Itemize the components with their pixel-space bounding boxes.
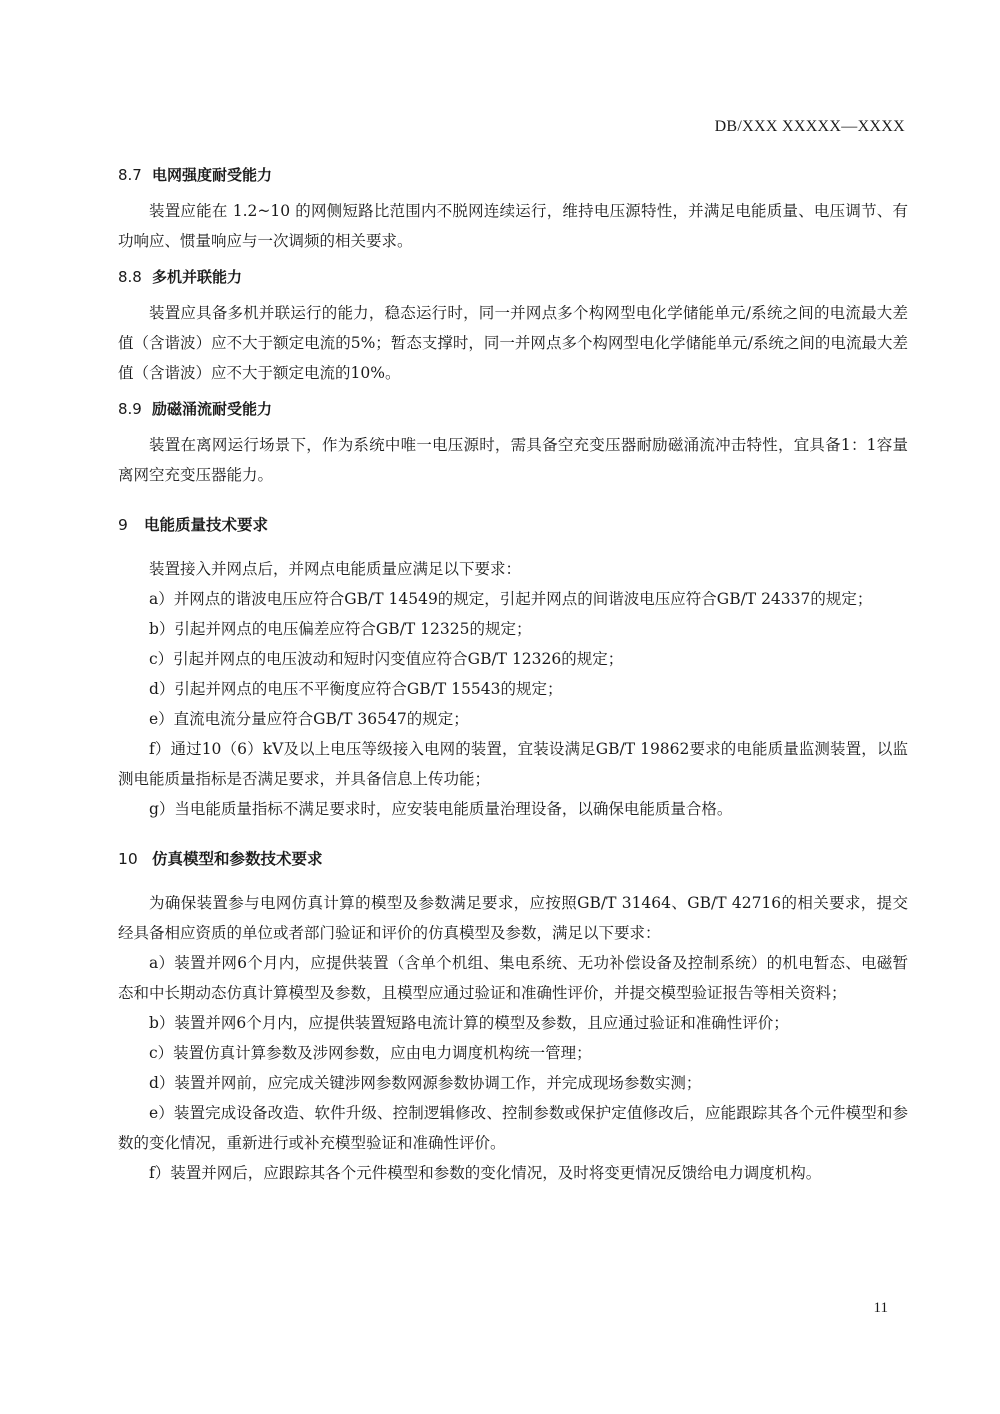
section-heading-8-7 xyxy=(118,160,908,190)
page-number: 11 xyxy=(873,1300,888,1316)
paragraph: 装置应能在 1.2~10 的网侧短路比范围内不脱网连续运行，维持电压源特性，并满足电能质量、电压调节、有功响应、惯量响应与一次调频的相关要求。 xyxy=(118,202,908,250)
section-heading-10 xyxy=(118,844,908,874)
section-title: 电网强度耐受能力 xyxy=(152,166,273,184)
section-title: 电能质量技术要求 xyxy=(144,516,269,534)
list-item: c）引起并网点的电压波动和短时闪变值应符合GB/T 12326的规定； xyxy=(149,650,624,668)
paragraph: 为确保装置参与电网仿真计算的模型及参数满足要求，应按照GB/T 31464、GB/T 42716的相关要求，提交经具备相应资质的单位或者部门验证和评价的仿真模型及参数，满足以下要求： xyxy=(118,894,908,942)
section-heading-8-8 xyxy=(118,262,908,292)
section-number: 8.7 xyxy=(118,166,142,184)
list-item: c）装置仿真计算参数及涉网参数，应由电力调度机构统一管理； xyxy=(149,1044,592,1062)
list-item: e）装置完成设备改造、软件升级、控制逻辑修改、控制参数或保护定值修改后，应能跟踪其各个元件模型和参数的变化情况，重新进行或补充模型验证和准确性评价。 xyxy=(118,1104,908,1152)
page-content xyxy=(118,160,908,1188)
section-title: 仿真模型和参数技术要求 xyxy=(152,850,323,868)
section-title: 多机并联能力 xyxy=(152,268,243,286)
section-number: 8.8 xyxy=(118,268,142,286)
list-item: a）并网点的谐波电压应符合GB/T 14549的规定，引起并网点的间谐波电压应符合GB/T 24337的规定； xyxy=(149,590,873,608)
section-number: 9 xyxy=(118,516,128,534)
section-number: 10 xyxy=(118,850,138,868)
section-heading-8-9 xyxy=(118,394,908,424)
list-item: f）装置并网后，应跟踪其各个元件模型和参数的变化情况，及时将变更情况反馈给电力调度机构。 xyxy=(149,1164,822,1182)
list-item: b）装置并网6个月内，应提供装置短路电流计算的模型及参数，且应通过验证和准确性评价； xyxy=(149,1014,789,1032)
section-number: 8.9 xyxy=(118,400,142,418)
list-item: a）装置并网6个月内，应提供装置（含单个机组、集电系统、无功补偿设备及控制系统）的机电暂态、电磁暂态和中长期动态仿真计算模型及参数，且模型应通过验证和准确性评价，并提交模型验证报告等相关资料； xyxy=(118,954,908,1002)
section-heading-9 xyxy=(118,510,908,540)
section-title: 励磁涌流耐受能力 xyxy=(152,400,273,418)
list-item: d）引起并网点的电压不平衡度应符合GB/T 15543的规定； xyxy=(149,680,563,698)
document-id-header: DB/XXX XXXXX—XXXX xyxy=(714,118,905,135)
list-item: g）当电能质量指标不满足要求时，应安装电能质量治理设备，以确保电能质量合格。 xyxy=(149,800,733,818)
list-item: b）引起并网点的电压偏差应符合GB/T 12325的规定； xyxy=(149,620,532,638)
paragraph: 装置应具备多机并联运行的能力，稳态运行时，同一并网点多个构网型电化学储能单元/系统之间的电流最大差值（含谐波）应不大于额定电流的5%；暂态支撑时，同一并网点多个构网型电化学储能单元/系统之间的电流最大差值（含谐波）应不大于额定电流的10%。 xyxy=(118,304,908,382)
paragraph: 装置接入并网点后，并网点电能质量应满足以下要求： xyxy=(149,560,522,578)
list-item: e）直流电流分量应符合GB/T 36547的规定； xyxy=(149,710,469,728)
paragraph: 装置在离网运行场景下，作为系统中唯一电压源时，需具备空充变压器耐励磁涌流冲击特性，宜具备1：1容量离网空充变压器能力。 xyxy=(118,436,908,484)
list-item: f）通过10（6）kV及以上电压等级接入电网的装置，宜装设满足GB/T 19862要求的电能质量监测装置，以监测电能质量指标是否满足要求，并具备信息上传功能； xyxy=(118,740,908,788)
list-item: d）装置并网前，应完成关键涉网参数网源参数协调工作，并完成现场参数实测； xyxy=(149,1074,702,1092)
